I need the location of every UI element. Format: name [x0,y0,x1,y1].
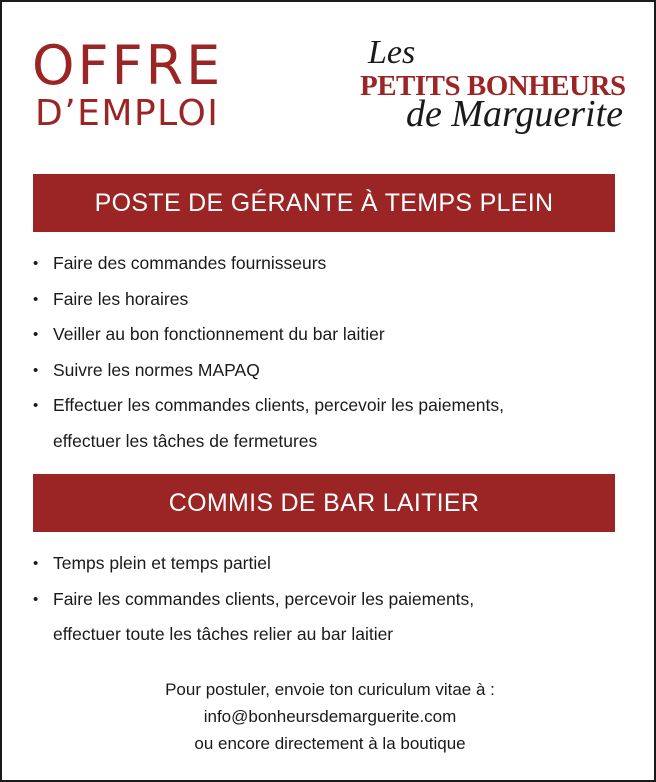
bullet-icon: • [33,361,39,379]
apply-email[interactable]: info@bonheursdemarguerite.com [203,707,457,726]
bullet-icon: • [33,326,39,343]
list-item-text: Veiller au bon fonctionnement du bar laitier [53,324,385,344]
title-line-emploi: D’EMPLOI [35,93,220,134]
apply-alternative: ou encore directement à la boutique [194,734,466,753]
list-item-text: Faire les horaires [53,288,189,309]
list-item-text: Faire des commandes fournisseurs [53,253,327,273]
bullet-icon: • [33,555,39,572]
title-line-offre: OFFRE [32,34,224,97]
page-title [32,34,224,134]
list-item [32,246,504,282]
list-item [32,317,504,353]
section-heading-manager: POSTE DE GÉRANTE À TEMPS PLEIN [33,174,615,232]
list-item [32,388,504,424]
clerk-duties-list [32,546,474,653]
list-item-continuation [32,424,504,460]
list-item-text: effectuer toute les tâches relier au bar laitier [53,624,394,644]
list-item-text: Temps plein et temps partiel [53,553,271,573]
application-info [2,676,656,757]
logo-subtitle: de Marguerite [406,93,624,135]
section-heading-clerk: COMMIS DE BAR LAITIER [33,474,615,532]
bullet-icon: • [33,590,39,608]
bullet-icon: • [33,397,39,414]
list-item [32,353,504,389]
list-item-text: Effectuer les commandes clients, percevoir les paiements, [53,395,504,415]
logo-brand-name: PETITS BONHEURS [360,70,626,102]
manager-duties-list [32,246,504,459]
bullet-icon: • [33,255,39,272]
list-item [32,582,474,618]
bullet-icon: • [33,290,39,308]
list-item-text: Suivre les normes MAPAQ [53,359,260,380]
brand-logo [360,34,626,144]
list-item [32,546,474,582]
list-item-text: Faire les commandes clients, percevoir les paiements, [53,588,475,609]
list-item-text: effectuer les tâches de fermetures [53,430,318,451]
list-item [32,282,504,318]
apply-instructions: Pour postuler, envoie ton curiculum vitae à : [165,680,495,699]
logo-les: Les [368,34,416,71]
list-item-continuation [32,617,474,653]
